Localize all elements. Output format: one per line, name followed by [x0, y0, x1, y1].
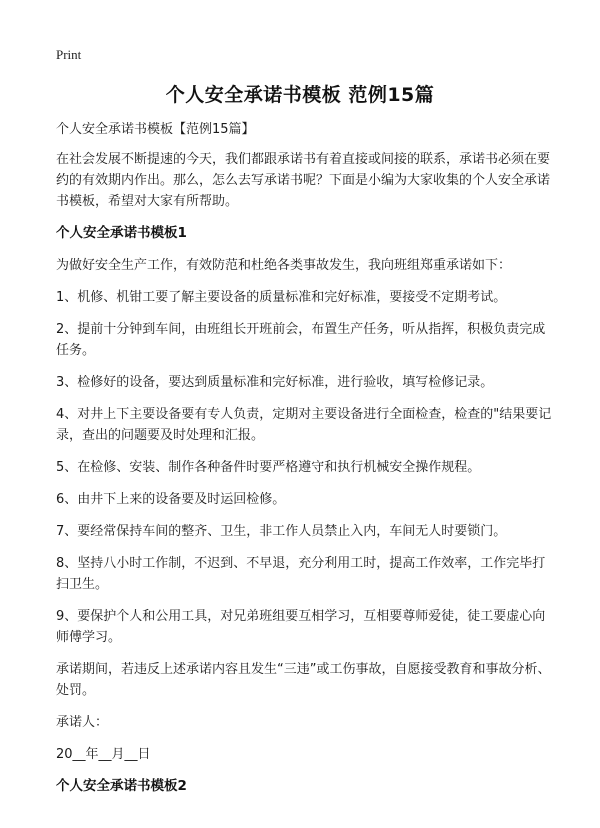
list-item: 8、坚持八小时工作制，不迟到、不早退，充分利用工时，提高工作效率，工作完毕打扫卫生。 [56, 556, 546, 592]
section-lead-paragraph: 为做好安全生产工作，有效防范和杜绝各类事故发生，我向班组郑重承诺如下： [56, 258, 512, 273]
list-item: 4、对井上下主要设备要有专人负责，定期对主要设备进行全面检查，检查的"结果要记录，查出的问题要及时处理和汇报。 [56, 407, 552, 443]
closing-paragraph: 承诺期间，若违反上述承诺内容且发生“三违”或工伤事故，自愿接受教育和事故分析、处罚。 [56, 662, 551, 698]
date-line: 20__年__月__日 [56, 747, 151, 762]
print-link[interactable]: Print [56, 47, 82, 62]
list-item: 1、机修、机钳工要了解主要设备的质量标准和完好标准，要接受不定期考试。 [56, 290, 507, 305]
list-item: 6、由井下上来的设备要及时运回检修。 [56, 492, 286, 507]
section-heading-2: 个人安全承诺书模板2 [56, 778, 187, 794]
list-item: 5、在检修、安装、制作各种备件时要严格遵守和执行机械安全操作规程。 [56, 460, 481, 475]
signer-label: 承诺人： [56, 715, 109, 730]
document-body [56, 119, 556, 808]
list-item: 2、提前十分钟到车间，由班组长开班前会，布置生产任务，听从指挥，积极负责完成任务。 [56, 322, 546, 358]
document-title: 个人安全承诺书模板 范例15篇 [165, 84, 435, 106]
document-subtitle: 个人安全承诺书模板【范例15篇】 [56, 122, 255, 137]
list-item: 7、要经常保持车间的整齐、卫生，非工作人员禁止入内，车间无人时要锁门。 [56, 524, 507, 539]
intro-paragraph: 在社会发展不断提速的今天，我们都跟承诺书有着直接或间接的联系，承诺书必须在要约的有效期内作出。那么，怎么去写承诺书呢？下面是小编为大家收集的个人安全承诺书模板，希望对大家有所帮助。 [56, 152, 551, 209]
list-item: 9、要保护个人和公用工具，对兄弟班组要互相学习，互相要尊师爱徒，徒工要虚心向师傅学习。 [56, 609, 546, 645]
list-item: 3、检修好的设备，要达到质量标准和完好标准，进行验收，填写检修记录。 [56, 375, 494, 390]
section-heading-1: 个人安全承诺书模板1 [56, 225, 187, 241]
